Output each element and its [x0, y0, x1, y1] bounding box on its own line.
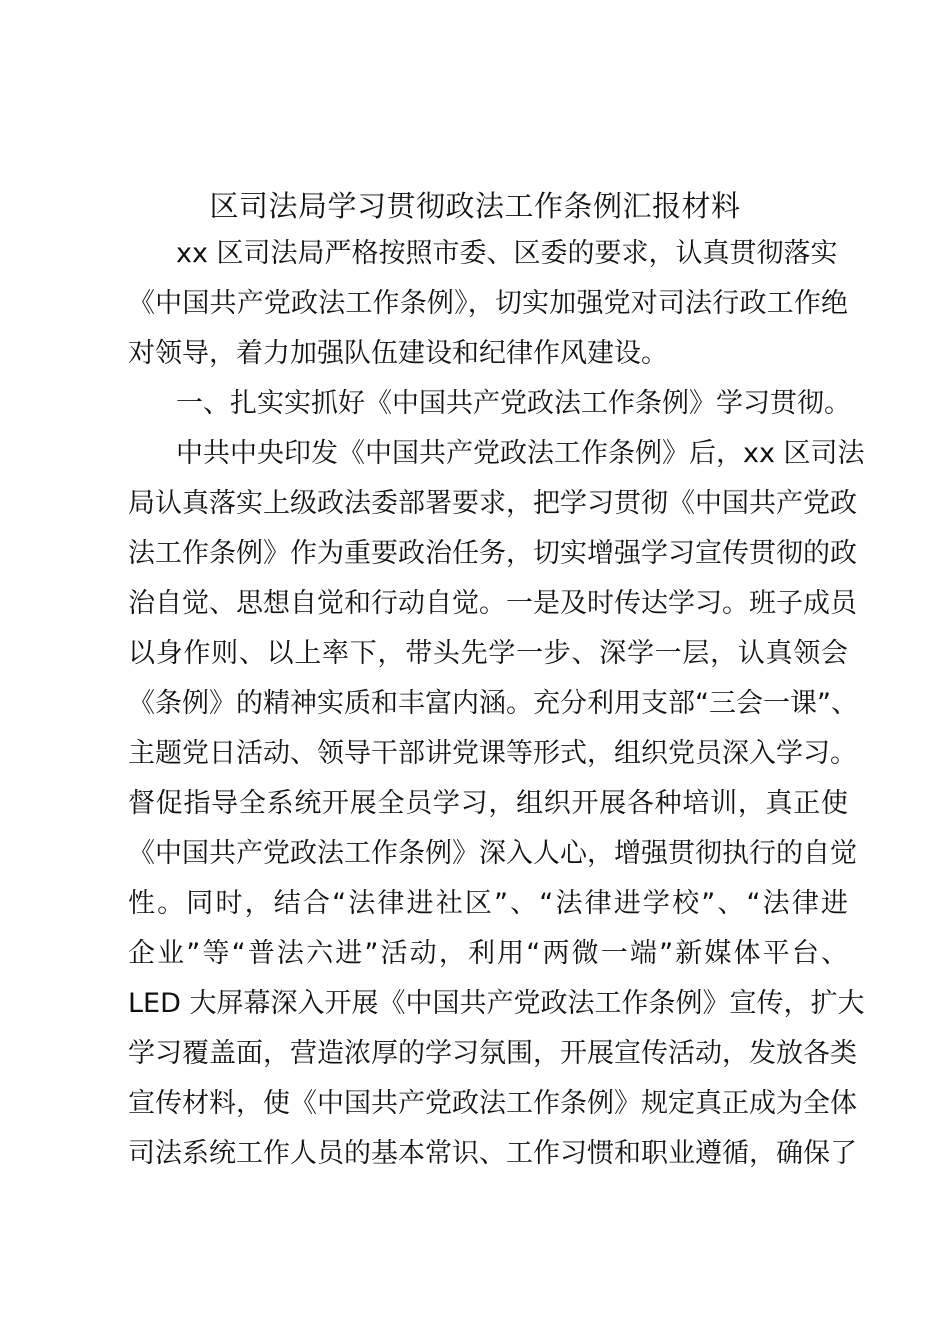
paragraph-line: 学习覆盖面，营造浓厚的学习氛围，开展宣传活动，发放各类 [128, 1038, 857, 1069]
paragraph-line: LED 大屏幕深入开展《中国共产党政法工作条例》宣传，扩大 [128, 988, 865, 1019]
paragraph-line: 《中国共产党政法工作条例》，切实加强党对司法行政工作绝 [128, 288, 848, 319]
paragraph-line: 性。同时，结合“法律进社区”、“法律进学校”、“法律进 [128, 888, 848, 919]
paragraph-line: xx 区司法局严格按照市委、区委的要求，认真贯彻落实 [176, 238, 838, 269]
paragraph-line: 以身作则、以上率下，带头先学一步、深学一层，认真领会 [128, 638, 848, 669]
paragraph-line: 对领导，着力加强队伍建设和纪律作风建设。 [128, 338, 668, 369]
paragraph-line: 治自觉、思想自觉和行动自觉。一是及时传达学习。班子成员 [128, 588, 857, 619]
paragraph-line: 《中国共产党政法工作条例》深入人心，增强贯彻执行的自觉 [128, 838, 857, 869]
paragraph-line: 局认真落实上级政法委部署要求，把学习贯彻《中国共产党政 [128, 488, 857, 519]
section-heading: 一、扎实实抓好《中国共产党政法工作条例》学习贯彻。 [176, 388, 851, 419]
paragraph-line: 法工作条例》作为重要政治任务，切实增强学习宣传贯彻的政 [128, 538, 857, 569]
document-title: 区司法局学习贯彻政法工作条例汇报材料 [209, 189, 741, 223]
paragraph-line: 司法系统工作人员的基本常识、工作习惯和职业遵循，确保了 [128, 1138, 857, 1169]
paragraph-line: 《条例》的精神实质和丰富内涵。充分利用支部“三会一课”、 [128, 688, 858, 719]
paragraph-line: 宣传材料，使《中国共产党政法工作条例》规定真正成为全体 [128, 1088, 857, 1119]
paragraph-line: 督促指导全系统开展全员学习，组织开展各种培训，真正使 [128, 788, 848, 819]
paragraph-line: 中共中央印发《中国共产党政法工作条例》后，xx 区司法 [176, 438, 865, 469]
paragraph-line: 企业”等“普法六进”活动，利用“两微一端”新媒体平台、 [128, 938, 848, 969]
paragraph-line: 主题党日活动、领导干部讲党课等形式，组织党员深入学习。 [128, 738, 857, 769]
